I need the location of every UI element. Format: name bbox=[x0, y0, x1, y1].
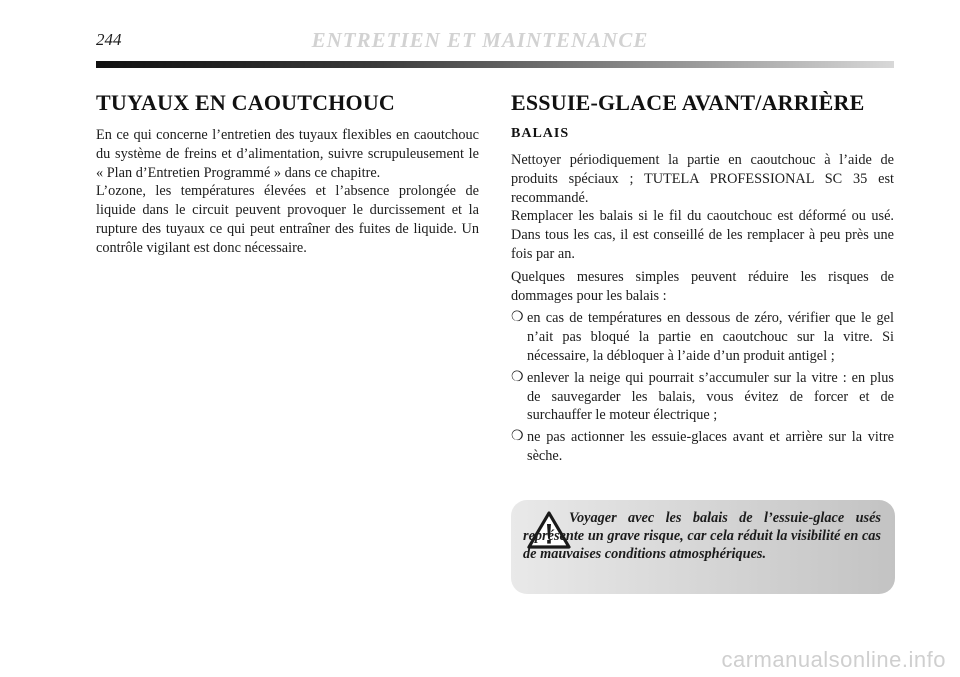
section-title: ENTRETIEN ET MAINTENANCE bbox=[311, 28, 649, 52]
rubber-hoses-paragraph-2: L’ozone, les températures élevées et l’absence prolongée de liquide dans le circuit peuvent provoquer le durcissement et la rupture des tuyaux ce qui peut entraîner des fuites de liquide. Un contrôle vigilant est donc nécessaire. bbox=[96, 183, 479, 256]
wipers-paragraph-3: Quelques mesures simples peuvent réduire les risques de dommages pour les balais : bbox=[511, 268, 894, 304]
list-item-text: ne pas actionner les essuie-glaces avant et arrière sur la vitre sèche. bbox=[527, 429, 894, 464]
page-number: 244 bbox=[96, 30, 122, 49]
warning-box bbox=[511, 500, 895, 594]
blades-subheading: BALAIS bbox=[511, 126, 570, 141]
list-item bbox=[511, 309, 894, 365]
watermark: carmanualsonline.info bbox=[721, 647, 946, 672]
wipers-paragraph-2: Remplacer les balais si le fil du caoutchouc est déformé ou usé. Dans tous les cas, il est conseillé de les remplacer à peu près une fois par an. bbox=[511, 208, 894, 262]
list-item bbox=[511, 428, 894, 466]
wiper-care-list bbox=[511, 309, 894, 465]
list-item-text: en cas de températures en dessous de zéro, vérifier que le gel n’ait pas bloqué la partie en caoutchouc sur la vitre. Si nécessaire, la débloquer à l’aide d’un produit antigel ; bbox=[527, 310, 894, 364]
warning-text: Voyager avec les balais de l’essuie-glace usés représente un grave risque, car cela réduit la visibilité en cas de mauvaises conditions atmosphériques. bbox=[523, 510, 881, 563]
bullet-icon: ❍ bbox=[511, 310, 524, 326]
bullet-icon: ❍ bbox=[511, 369, 524, 385]
header-rule bbox=[96, 61, 894, 68]
bullet-icon: ❍ bbox=[511, 429, 524, 445]
wipers-paragraph-1: Nettoyer périodiquement la partie en caoutchouc à l’aide de produits spéciaux ; TUTELA PROFESSIONAL SC 35 est recommandé. bbox=[511, 152, 894, 206]
list-item bbox=[511, 369, 894, 425]
rubber-hoses-paragraph: En ce qui concerne l’entretien des tuyaux flexibles en caoutchouc du système de freins et d’alimentation, suivre scrupuleusement le « Plan d’Entretien Programmé » dans ce chapitre. bbox=[96, 127, 479, 181]
right-column bbox=[511, 90, 894, 469]
left-column bbox=[96, 90, 479, 262]
list-item-text: enlever la neige qui pourrait s’accumuler sur la vitre : en plus de sauvegarder les balais, vous évitez de forcer et de surchauffer le moteur électrique ; bbox=[527, 369, 894, 424]
wipers-heading: ESSUIE-GLACE AVANT/ARRIÈRE bbox=[511, 90, 865, 115]
rubber-hoses-heading: TUYAUX EN CAOUTCHOUC bbox=[96, 90, 395, 115]
